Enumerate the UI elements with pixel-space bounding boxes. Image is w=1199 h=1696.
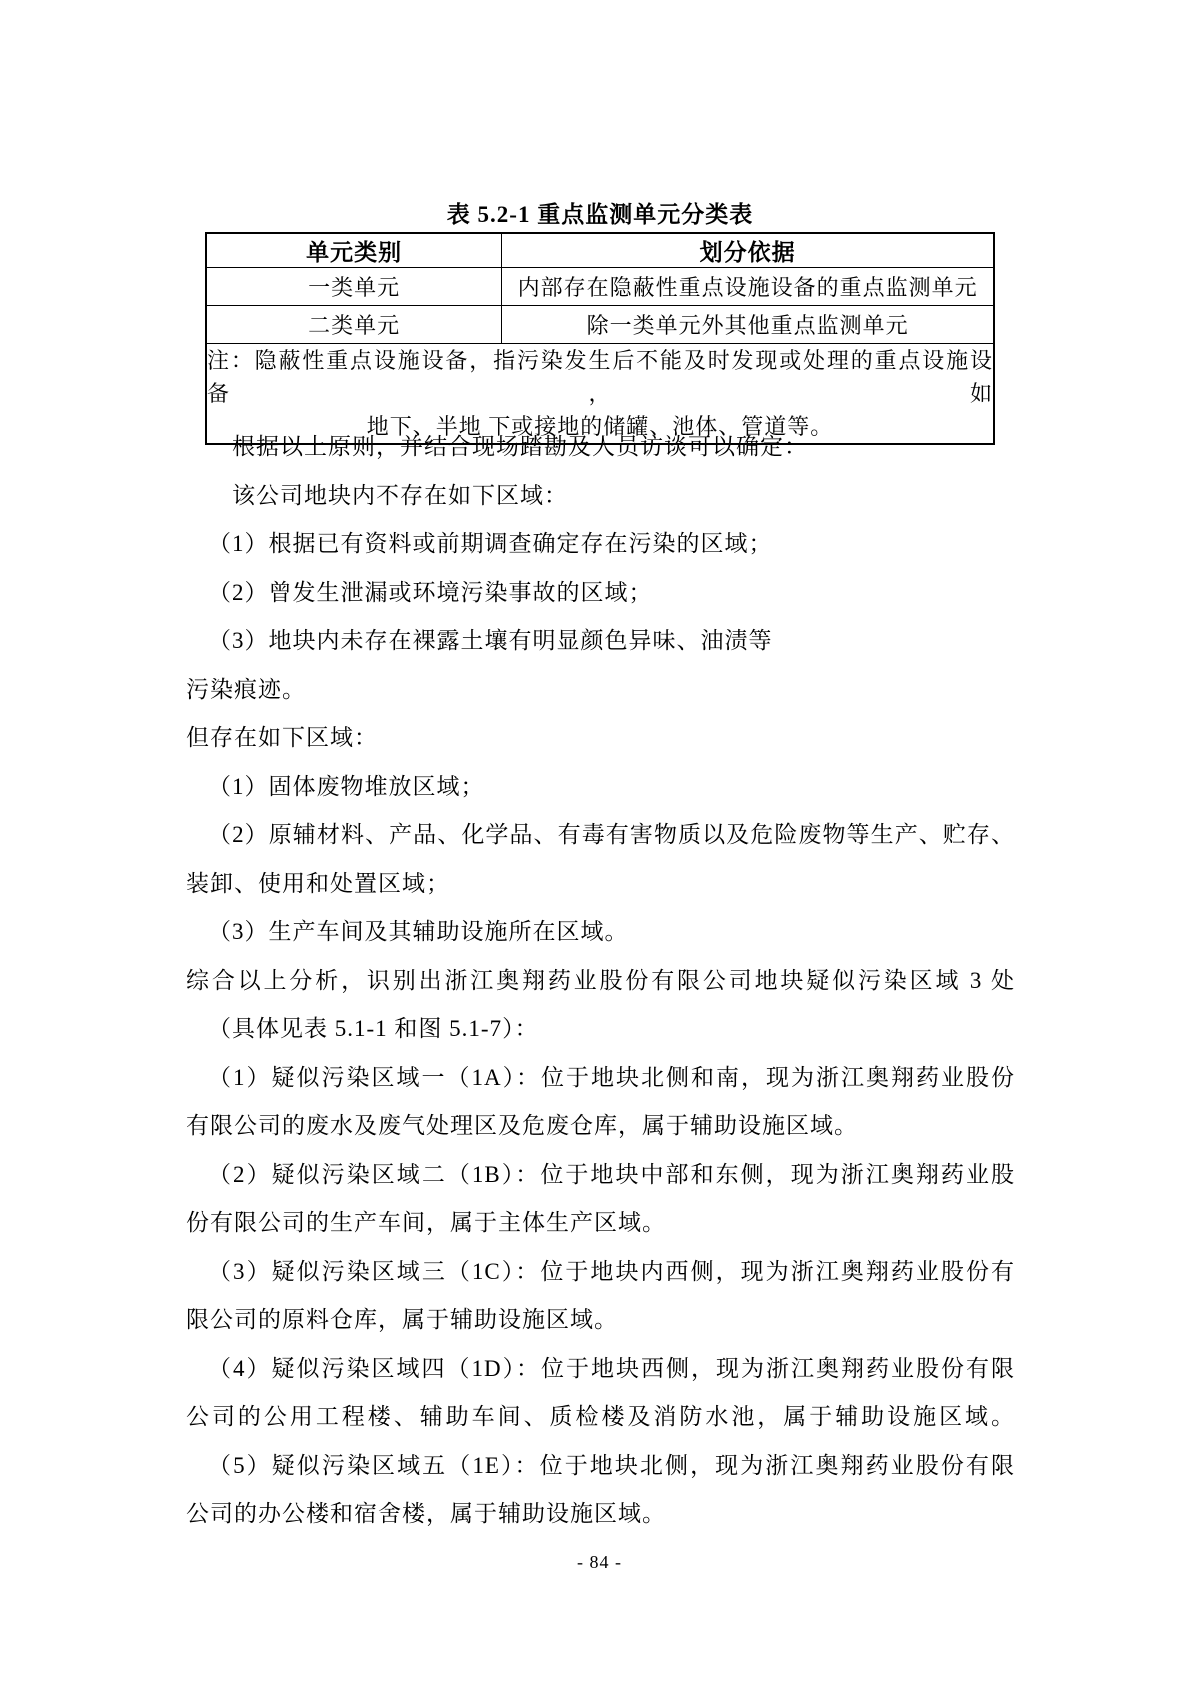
body-line: 污染痕迹。 [186,676,306,702]
table-note-line: 注：隐蔽性重点设施设备，指污染发生后不能及时发现或处理的重点设施设备，如 [207,348,993,406]
body-line: （5）疑似污染区域五（1E）：位于地块北侧，现为浙江奥翔药业股份有限 [208,1452,1015,1478]
table-cell-basis: 内部存在隐蔽性重点设施设备的重点监测单元 [502,268,994,306]
table-cell-basis: 除一类单元外其他重点监测单元 [502,306,994,344]
page-number: - 84 - [577,1552,622,1572]
table-caption: 表 5.2-1 重点监测单元分类表 [446,202,754,227]
body-line: （2）曾发生泄漏或环境污染事故的区域； [208,579,653,605]
table-note-line: 地下、半地 下或接地的储罐、池体、管道等。 [366,414,834,439]
body-line: （2）原辅材料、产品、化学品、有毒有害物质以及危险废物等生产、贮存、 [208,822,1015,847]
table-cell-category: 二类单元 [206,306,502,344]
table-row [206,268,994,306]
body-line: 公司的办公楼和宿舍楼，属于辅助设施区域。 [186,1501,666,1526]
body-line: （1）固体废物堆放区域； [208,773,485,799]
body-line: （3）生产车间及其辅助设施所在区域。 [208,919,629,944]
body-line: 但存在如下区域： [186,725,378,750]
body-line: （3）地块内未存在裸露土壤有明显颜色异味、油渍等 [208,628,773,653]
body-line: 份有限公司的生产车间，属于主体生产区域。 [186,1210,666,1235]
table-header-cell-category: 单元类别 [206,233,502,268]
body-line: 有限公司的废水及废气处理区及危废仓库，属于辅助设施区域。 [186,1113,858,1138]
body-line: （4）疑似污染区域四（1D）：位于地块西侧，现为浙江奥翔药业股份有限 [208,1355,1015,1381]
body-line: （具体见表 5.1-1 和图 5.1-7）： [208,1016,539,1041]
body-line: 限公司的原料仓库，属于辅助设施区域。 [186,1307,618,1332]
body-line: 装卸、使用和处置区域； [186,870,450,896]
body-line: （3）疑似污染区域三（1C）：位于地块内西侧，现为浙江奥翔药业股份有 [208,1258,1015,1284]
body-line: （2）疑似污染区域二（1B）：位于地块中部和东侧，现为浙江奥翔药业股 [208,1161,1015,1187]
table-row [206,306,994,344]
table-header-row [206,233,994,268]
table-header-cell-basis: 划分依据 [502,233,994,268]
body-line: 综合以上分析，识别出浙江奥翔药业股份有限公司地块疑似污染区域 3 处 [186,967,1015,993]
body-line: （1）疑似污染区域一（1A）：位于地块北侧和南，现为浙江奥翔药业股份 [208,1064,1015,1090]
body-line: 根据以上原则，并结合现场踏勘及人员访谈可以确定： [232,434,808,459]
unit-classification-table [205,232,995,445]
table-cell-category: 一类单元 [206,268,502,306]
body-line: （1）根据已有资料或前期调查确定存在污染的区域； [208,531,773,556]
body-line: 公司的公用工程楼、辅助车间、质检楼及消防水池，属于辅助设施区域。 [186,1404,1015,1429]
body-paragraphs [186,423,1015,1539]
body-line: 该公司地块内不存在如下区域： [232,482,568,508]
